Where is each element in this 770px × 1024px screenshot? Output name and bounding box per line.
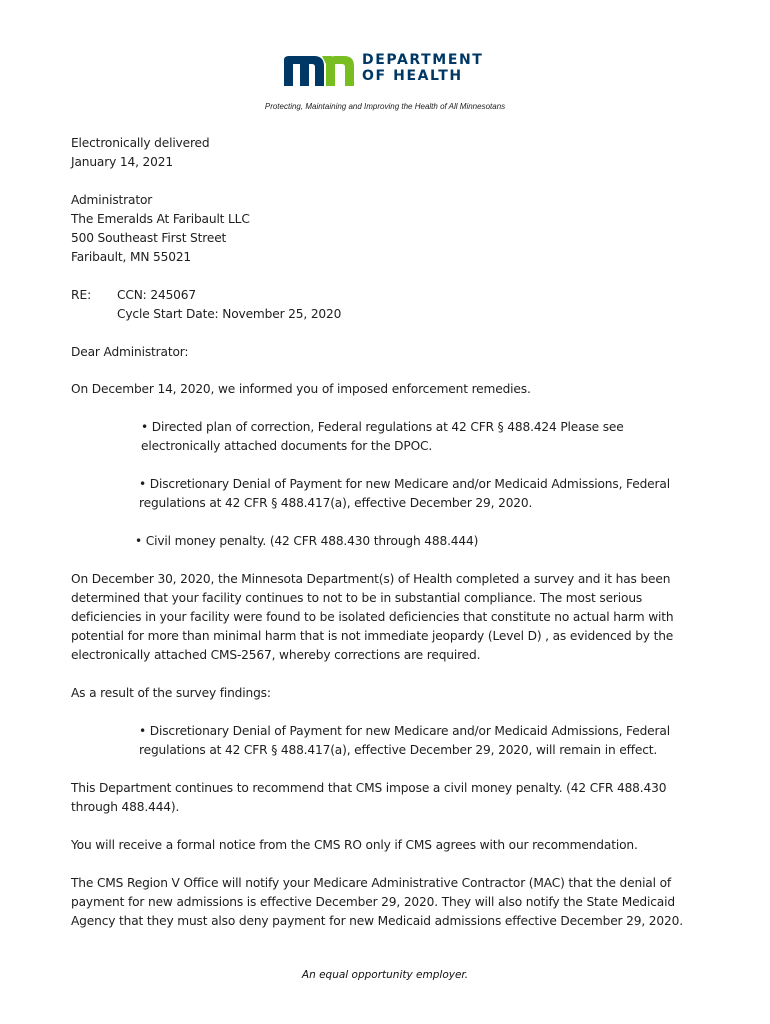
recommend-paragraph [71,779,696,817]
logo-wordmark [362,52,483,84]
recipient-name: The Emeralds At Faribault LLC [71,212,250,226]
salutation: Dear Administrator: [71,345,189,359]
result-intro: As a result of the survey findings: [71,686,271,700]
paragraph-line: This Department continues to recommend that CMS impose a civil money penalty. (42 CFR 488.430 [71,781,667,795]
remedy-line: • Directed plan of correction, Federal regulations at 42 CFR § 488.424 Please see [141,420,624,434]
paragraph-line: On December 30, 2020, the Minnesota Department(s) of Health completed a survey and it has been [71,572,671,586]
recipient-title: Administrator [71,193,153,207]
logo-line-2: OF HEALTH [362,68,463,84]
remedy-line: • Discretionary Denial of Payment for new Medicare and/or Medicaid Admissions, Federal [139,724,670,738]
paragraph-line: through 488.444). [71,800,180,814]
paragraph-line: Agency that they must also deny payment for new Medicaid admissions effective December 29, 2020. [71,914,683,928]
remedy-line: • Discretionary Denial of Payment for new Medicare and/or Medicaid Admissions, Federal [139,477,670,491]
tagline: Protecting, Maintaining and Improving the Health of All Minnesotans [264,102,506,111]
re-details [117,286,341,324]
delivery-block [71,134,696,172]
recipient-city: Faribault, MN 55021 [71,250,192,264]
paragraph-line: deficiencies in your facility were found to be isolated deficiencies that constitute no actual harm with [71,610,674,624]
cms-paragraph [71,874,696,931]
remedy-line: regulations at 42 CFR § 488.417(a), effective December 29, 2020. [139,496,533,510]
remedy-line: electronically attached documents for the DPOC. [141,439,433,453]
recipient-street: 500 Southeast First Street [71,231,227,245]
paragraph-line: potential for more than minimal harm that is not immediate jeopardy (Level D) , as evidenced by the [71,629,674,643]
survey-paragraph [71,570,696,665]
remedy-line: • Civil money penalty. (42 CFR 488.430 through 488.444) [135,534,479,548]
mdh-logo [284,52,494,88]
formal-notice: You will receive a formal notice from the CMS RO only if CMS agrees with our recommendation. [71,838,638,852]
remedy-line: regulations at 42 CFR § 488.417(a), effective December 29, 2020, will remain in effect. [139,743,658,757]
remedy-item [135,532,695,551]
recipient-address [71,191,696,267]
footer-eeo: An equal opportunity employer. [301,969,469,981]
result-remedy [139,722,699,760]
remedy-item [139,475,699,513]
delivery-method: Electronically delivered [71,136,210,150]
intro-paragraph: On December 14, 2020, we informed you of imposed enforcement remedies. [71,382,531,396]
paragraph-line: electronically attached CMS-2567, whereby corrections are required. [71,648,481,662]
re-label: RE: [71,288,92,302]
re-ccn: CCN: 245067 [117,288,196,302]
remedy-item [141,418,701,456]
paragraph-line: determined that your facility continues to not to be in substantial compliance. The most serious [71,591,643,605]
paragraph-line: payment for new admissions is effective December 29, 2020. They will also notify the State Medicaid [71,895,675,909]
mn-logo-icon [284,54,354,86]
letter-date: January 14, 2021 [71,155,173,169]
re-cycle-date: Cycle Start Date: November 25, 2020 [117,307,342,321]
logo-line-1: DEPARTMENT [362,52,484,68]
paragraph-line: The CMS Region V Office will notify your Medicare Administrative Contractor (MAC) that the denial of [71,876,672,890]
